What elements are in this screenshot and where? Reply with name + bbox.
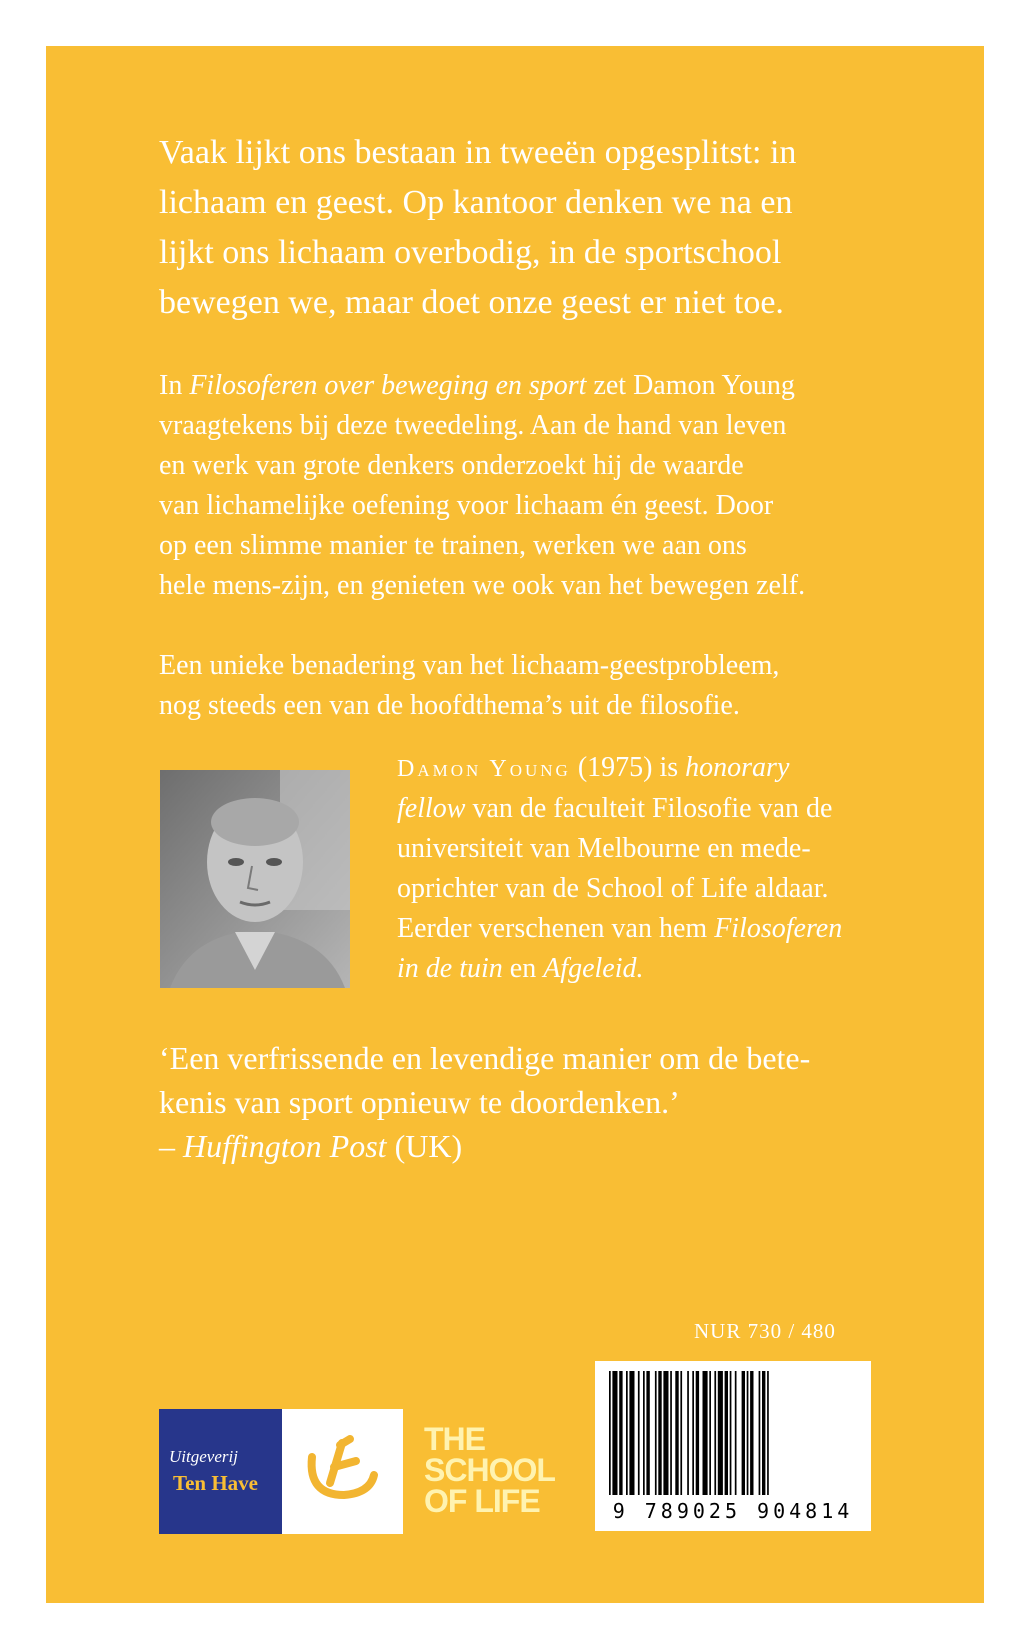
barcode-bar: [619, 1371, 622, 1495]
description-paragraph: [159, 366, 889, 606]
author-portrait-image: [160, 770, 350, 988]
barcode-bar: [730, 1371, 732, 1495]
school-of-life-logo: [424, 1421, 564, 1534]
bio-line: oprichter van de School of Life aldaar.: [397, 873, 829, 904]
sol-line: OF LIFE: [424, 1483, 540, 1519]
barcode: [595, 1361, 871, 1531]
description-line: en werk van grote denkers onderzoekt hij de waarde: [159, 450, 744, 481]
review-quote: [159, 1036, 889, 1168]
author-bio: [397, 748, 877, 989]
barcode-bar: [703, 1371, 708, 1495]
intro-line: Vaak lijkt ons bestaan in tweeën opgesplitst: in: [159, 134, 797, 171]
description-line: vraagtekens bij deze tweedeling. Aan de hand van leven: [159, 410, 787, 441]
bio-line: [397, 789, 877, 829]
intro-paragraph: [159, 128, 889, 328]
intro-line: lichaam en geest. Op kantoor denken we na en: [159, 184, 793, 221]
barcode-bar: [767, 1371, 769, 1495]
barcode-bar: [646, 1371, 649, 1495]
nur-code: NUR 730 / 480: [694, 1319, 836, 1343]
quote-dash: –: [159, 1128, 183, 1164]
quote-line: kenis van sport opnieuw te doordenken.’: [159, 1084, 680, 1120]
barcode-bar: [626, 1371, 628, 1495]
barcode-bar: [725, 1371, 728, 1495]
barcode-bar: [718, 1371, 723, 1495]
barcode-bar: [687, 1371, 689, 1495]
sol-line: SCHOOL: [424, 1452, 555, 1488]
description-line: [159, 366, 889, 406]
isbn-number: 9 789025 904814: [612, 1499, 854, 1523]
ten-have-h-logo: [282, 1409, 403, 1534]
intro-line: bewegen we, maar doet onze geest er niet toe.: [159, 284, 784, 321]
bio-text: van de faculteit Filosofie van de: [465, 793, 833, 824]
bio-text: Eerder verschenen van hem: [397, 913, 715, 944]
barcode-bar: [629, 1371, 634, 1495]
sol-line: THE: [424, 1421, 485, 1457]
bio-text: (1975) is: [570, 752, 686, 783]
description-line: hele mens-zijn, en genieten we ook van het bewegen zelf.: [159, 570, 806, 601]
barcode-bar: [658, 1371, 661, 1495]
bio-line: [397, 748, 877, 789]
description-text: In: [159, 370, 190, 401]
barcode-bar: [709, 1371, 711, 1495]
publisher-logo: [159, 1409, 282, 1534]
quote-source: Huffington Post: [183, 1128, 387, 1164]
bio-line: [397, 909, 877, 949]
bio-italic: Afgeleid.: [543, 953, 644, 984]
barcode-bar: [750, 1371, 753, 1495]
barcode-bar: [612, 1371, 617, 1495]
barcode-bar: [643, 1371, 645, 1495]
barcode-bar: [747, 1371, 749, 1495]
publisher-line1: Uitgeverij: [169, 1447, 238, 1466]
barcode-bar: [675, 1371, 678, 1495]
book-title: Filosoferen over beweging en sport: [189, 370, 587, 401]
description-text: zet Damon Young: [586, 370, 795, 401]
barcode-bar: [680, 1371, 682, 1495]
barcode-bar: [670, 1371, 672, 1495]
book-back-cover: [46, 46, 984, 1603]
summary-paragraph: [159, 646, 889, 726]
bio-line: [397, 949, 877, 989]
barcode-bar: [655, 1371, 657, 1495]
bio-italic: fellow: [397, 793, 466, 824]
h-icon: [282, 1409, 403, 1534]
quote-attribution: [159, 1124, 889, 1168]
barcode-bar: [762, 1371, 765, 1495]
summary-line: nog steeds een van de hoofdthema’s uit de filosofie.: [159, 690, 740, 721]
bio-italic: honorary: [685, 752, 790, 783]
bio-italic: Filosoferen: [714, 913, 843, 944]
intro-line: lijkt ons lichaam overbodig, in de sportschool: [159, 234, 782, 271]
bio-line: universiteit van Melbourne en mede-: [397, 833, 811, 864]
barcode-bar: [714, 1371, 716, 1495]
description-line: op een slimme manier te trainen, werken we aan ons: [159, 530, 747, 561]
barcode-bar: [735, 1371, 737, 1495]
barcode-bar: [742, 1371, 745, 1495]
description-line: van lichamelijke oefening voor lichaam én geest. Door: [159, 490, 774, 521]
bio-italic: in de tuin: [397, 953, 503, 984]
author-photo: [160, 770, 350, 988]
barcode-bar: [692, 1371, 694, 1495]
barcode-bars: [595, 1361, 871, 1501]
quote-source-suffix: (UK): [386, 1128, 463, 1164]
summary-line: Een unieke benadering van het lichaam-geestprobleem,: [159, 650, 780, 681]
quote-line: ‘Een verfrissende en levendige manier om de bete-: [159, 1040, 811, 1076]
barcode-bar: [609, 1371, 611, 1495]
barcode-bar: [638, 1371, 640, 1495]
author-name: Damon Young: [397, 756, 571, 782]
barcode-bar: [759, 1371, 761, 1495]
barcode-bar: [696, 1371, 699, 1495]
barcode-bar: [663, 1371, 668, 1495]
bio-text: en: [502, 953, 544, 984]
publisher-line2: Ten Have: [173, 1471, 258, 1495]
